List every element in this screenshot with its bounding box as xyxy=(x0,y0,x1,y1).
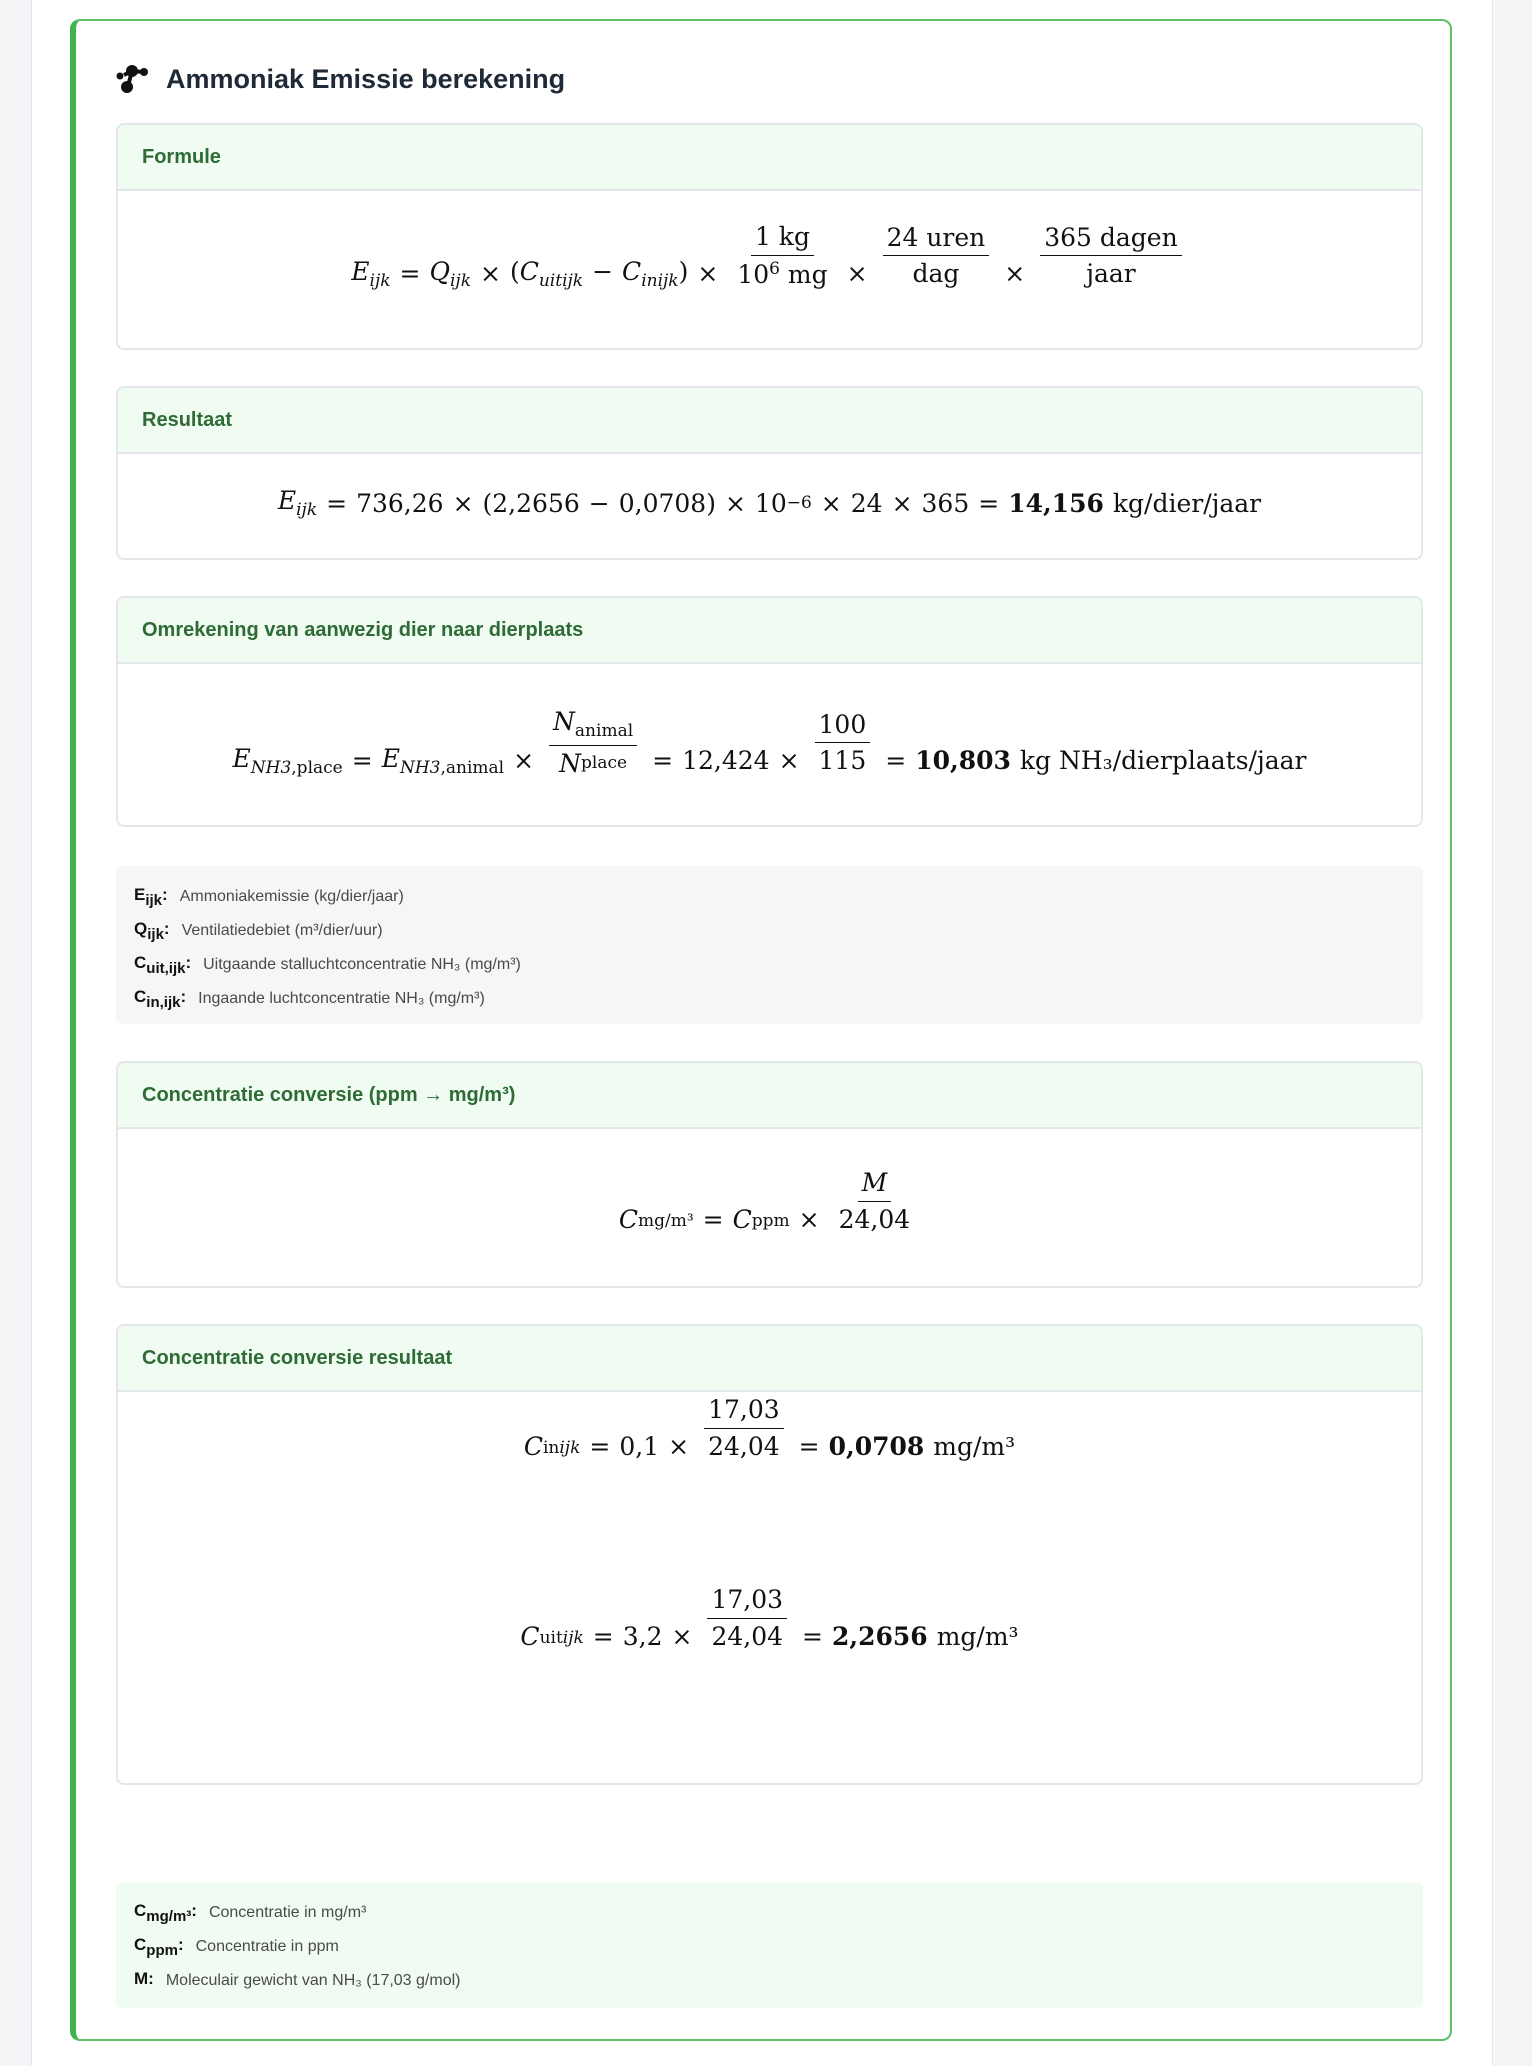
molar-volume-value: 24,04 xyxy=(838,1204,911,1234)
result-equation: $E_{ijk}$ = 736,26 × ( 2,2656 − 0,0708 ) × 10 −6 × 24 × 365 = 14,156 kg/dier/jaar xyxy=(277,486,1262,520)
emission-result: 14,156 xyxy=(1008,488,1104,518)
formula-equation: $E_{ijk}$ = $Q_{ijk}$ × $(C_{uitijk} - C_{inijk})$ × $\frac{1 kg}{10^6 mg}$ × $\frac{\text{24 uren}}{\text{dag}}$ × $\frac{\text{365 dagen}}{\text{jaar}}$ xyxy=(118,241,1421,306)
place-emission-unit: kg NH₃/dierplaats/jaar xyxy=(1019,746,1307,776)
result-section-title: Resultaat xyxy=(118,388,1421,454)
concentration-conversion-equation: Cmg/m³ = Cppm × $\frac{M}{24,04}$ xyxy=(118,1187,1421,1251)
days-value: 365 xyxy=(921,488,970,518)
legend-desc: Ingaande luchtconcentratie NH₃ (mg/m³) xyxy=(198,990,485,1007)
emission-unit: kg/dier/jaar xyxy=(1112,488,1262,518)
c-in-result: 0,0708 xyxy=(828,1431,925,1461)
legend-row-c-ppm: Cppm: Concentratie in ppm xyxy=(134,1935,339,1959)
concentration-result-section xyxy=(116,1324,1423,1785)
legend-row-c-in: Cin,ijk: Ingaande luchtconcentratie NH₃ (mg/m³) xyxy=(134,987,485,1011)
legend-desc: Concentratie in ppm xyxy=(195,1938,339,1955)
exponent-base: 10 xyxy=(754,488,787,518)
legend-desc: Uitgaande stalluchtconcentratie NH₃ (mg/m³) xyxy=(203,956,521,973)
legend-row-q: Qijk: Ventilatiedebiet (m³/dier/uur) xyxy=(134,919,383,943)
legend-key-sub: ijk xyxy=(145,892,163,909)
c-in-value: 0,0708 xyxy=(618,488,707,518)
legend-row-c-mg: Cmg/m³: Concentratie in mg/m³ xyxy=(134,1901,367,1925)
variable-legend xyxy=(116,866,1423,1024)
formula-section-title: Formule xyxy=(118,125,1421,191)
legend-key: C xyxy=(134,1935,147,1954)
formula-section xyxy=(116,123,1423,350)
molar-volume-value: 24,04 xyxy=(711,1621,784,1651)
hours-value: 24 xyxy=(850,488,883,518)
legend-key-sub: uit,ijk xyxy=(146,960,186,977)
c-uit-conversion-equation: Cuitijk = 3,2 × $\frac{17,03}{24,04}$ = 2,2656 mg/m³ xyxy=(520,1585,1019,1651)
legend-key-sub: in,ijk xyxy=(146,994,181,1011)
conversion-place-equation: $E_{NH3,place}$ = $E_{NH3,animal}$ × $\frac{N_{animal}}{N^{place}}$ = 12,424 × $\frac{100}{115}$ = 10,803 kg NH₃/dierplaats/jaar xyxy=(232,707,1307,778)
exponent-power: −6 xyxy=(786,493,812,513)
conversion-place-title: Omrekening van aanwezig dier naar dierplaats xyxy=(118,598,1421,664)
concentration-conversion-section xyxy=(116,1061,1423,1288)
molecule-icon xyxy=(116,64,150,94)
legend-key: M xyxy=(134,1969,149,1988)
place-ratio-denominator: 115 xyxy=(818,746,867,776)
place-ratio-numerator: 100 xyxy=(815,711,871,744)
legend-key: E xyxy=(134,885,146,904)
legend-desc: Moleculair gewicht van NH₃ (17,03 g/mol) xyxy=(165,1972,461,1989)
calculation-card xyxy=(70,19,1452,2041)
legend-key-sub: mg/m³ xyxy=(146,1908,192,1925)
c-in-conversion-equation: Cinijk = 0,1 × $\frac{17,03}{24,04}$ = 0,0708 mg/m³ xyxy=(523,1395,1016,1461)
result-section xyxy=(116,386,1423,560)
c-in-unit: mg/m³ xyxy=(933,1431,1016,1461)
legend-key: C xyxy=(134,1901,147,1920)
legend-desc: Concentratie in mg/m³ xyxy=(208,1904,367,1921)
c-uit-ppm-value: 3,2 xyxy=(622,1621,663,1651)
concentration-conversion-title: Concentratie conversie (ppm → mg/m³) xyxy=(118,1063,1421,1129)
molar-volume-value: 24,04 xyxy=(708,1431,780,1461)
c-uit-value: 2,2656 xyxy=(492,488,580,518)
legend-desc: Ventilatiedebiet (m³/dier/uur) xyxy=(181,922,383,939)
conversion-legend xyxy=(116,1882,1423,2008)
concentration-result-title: Concentratie conversie resultaat xyxy=(118,1326,1421,1392)
legend-row-e: Eijk: Ammoniakemissie (kg/dier/jaar) xyxy=(134,885,404,909)
legend-key: C xyxy=(134,953,147,972)
place-emission-result: 10,803 xyxy=(915,746,1011,776)
conversion-place-section xyxy=(116,596,1423,827)
legend-key: C xyxy=(134,987,147,1006)
legend-row-m: M: Moleculair gewicht van NH₃ (17,03 g/mol) xyxy=(134,1969,461,1989)
legend-key-sub: ppm xyxy=(146,1942,178,1959)
c-uit-result: 2,2656 xyxy=(832,1621,928,1651)
page-title: Ammoniak Emissie berekening xyxy=(166,63,566,94)
c-uit-unit: mg/m³ xyxy=(936,1621,1019,1651)
legend-desc: Ammoniakemissie (kg/dier/jaar) xyxy=(179,888,404,905)
ventilation-value: 736,26 xyxy=(356,488,444,518)
legend-key: Q xyxy=(134,919,148,938)
molar-mass-value: 17,03 xyxy=(707,1586,787,1619)
card-header xyxy=(116,59,565,99)
animal-emission-value: 12,424 xyxy=(682,746,770,776)
legend-key-sub: ijk xyxy=(147,926,164,943)
legend-row-c-uit: Cuit,ijk: Uitgaande stalluchtconcentratie NH₃ (mg/m³) xyxy=(134,953,521,977)
molar-mass-value: 17,03 xyxy=(704,1396,784,1429)
c-in-ppm-value: 0,1 xyxy=(619,1431,660,1461)
